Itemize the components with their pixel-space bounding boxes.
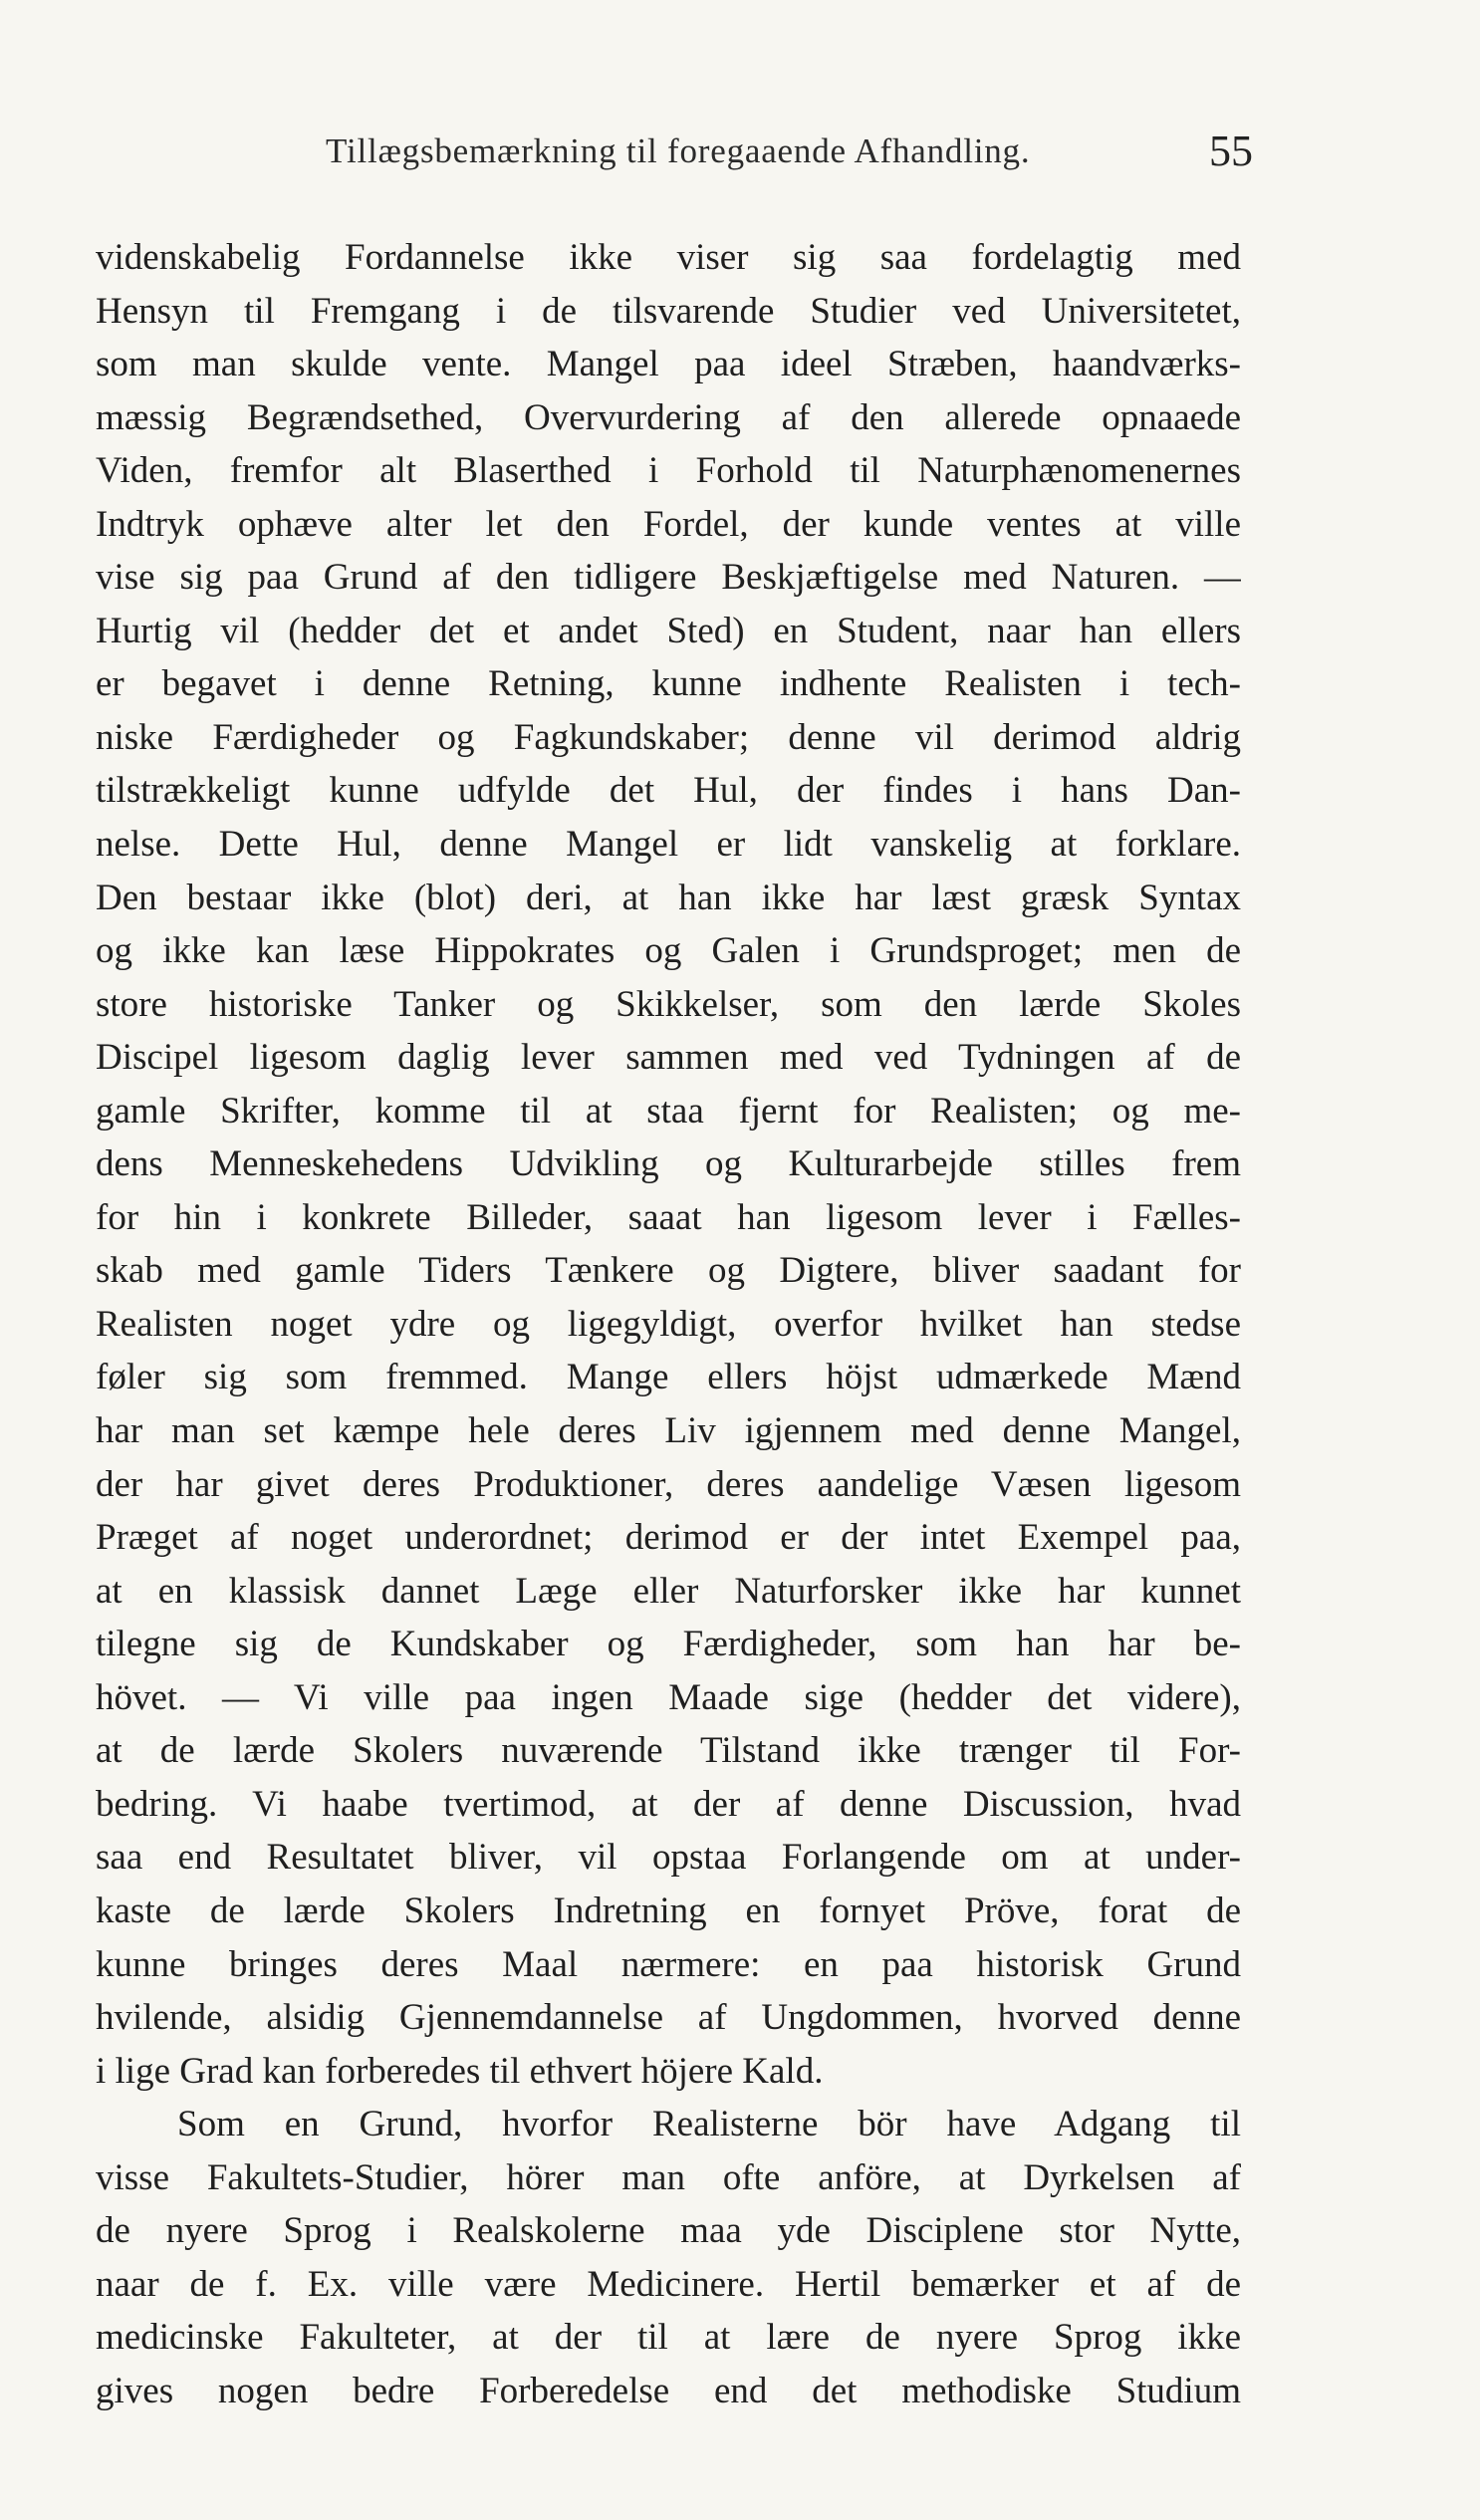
running-head bbox=[90, 126, 1253, 185]
running-title: Tillægsbemærkning til foregaaende Afhandling. bbox=[326, 131, 1031, 170]
text-line: tilegne sig de Kundskaber og Færdigheder, som han har be- bbox=[96, 1624, 1241, 1665]
text-line: Viden, fremfor alt Blaserthed i Forhold til Naturphænomenernes bbox=[96, 450, 1241, 492]
text-line: gamle Skrifter, komme til at staa fjernt for Realisten; og me- bbox=[96, 1090, 1241, 1132]
text-line: Den bestaar ikke (blot) deri, at han ikke har læst græsk Syntax bbox=[96, 877, 1241, 918]
text-line: videnskabelig Fordannelse ikke viser sig saa fordelagtig med bbox=[96, 237, 1241, 278]
text-line: store historiske Tanker og Skikkelser, som den lærde Skoles bbox=[96, 983, 1241, 1025]
text-line: gives nogen bedre Forberedelse end det methodiske Studium bbox=[96, 2370, 1241, 2411]
paragraph-end-line: i lige Grad kan forberedes til ethvert höjere Kald. bbox=[96, 2050, 824, 2092]
text-line: nelse. Dette Hul, denne Mangel er lidt vanskelig at forklare. bbox=[96, 824, 1241, 866]
text-line: der har givet deres Produktioner, deres aandelige Væsen ligesom bbox=[96, 1463, 1241, 1505]
text-line: hövet. — Vi ville paa ingen Maade sige (hedder det videre), bbox=[96, 1676, 1241, 1718]
text-line: Realisten noget ydre og ligegyldigt, overfor hvilket han stedse bbox=[96, 1303, 1241, 1345]
text-line: hvilende, alsidig Gjennemdannelse af Ungdommen, hvorved denne bbox=[96, 1997, 1241, 2039]
text-line: at en klassisk dannet Læge eller Naturforsker ikke har kunnet bbox=[96, 1570, 1241, 1612]
text-line: for hin i konkrete Billeder, saaat han ligesom lever i Fælles- bbox=[96, 1196, 1241, 1238]
text-line: er begavet i denne Retning, kunne indhente Realisten i tech- bbox=[96, 663, 1241, 705]
text-line: at de lærde Skolers nuværende Tilstand ikke trænger til For- bbox=[96, 1730, 1241, 1772]
body-text bbox=[96, 231, 1241, 2417]
text-line: kaste de lærde Skolers Indretning en fornyet Pröve, forat de bbox=[96, 1890, 1241, 1931]
text-line: mæssig Begrændsethed, Overvurdering af den allerede opnaaede bbox=[96, 396, 1241, 438]
text-line: og ikke kan læse Hippokrates og Galen i Grundsproget; men de bbox=[96, 930, 1241, 972]
text-line: har man set kæmpe hele deres Liv igjennem med denne Mangel, bbox=[96, 1410, 1241, 1452]
text-line: kunne bringes deres Maal nærmere: en paa historisk Grund bbox=[96, 1943, 1241, 1985]
text-line: Hurtig vil (hedder det et andet Sted) en Student, naar han ellers bbox=[96, 610, 1241, 651]
text-line: de nyere Sprog i Realskolerne maa yde Disciplene stor Nytte, bbox=[96, 2210, 1241, 2252]
text-line: saa end Resultatet bliver, vil opstaa Forlangende om at under- bbox=[96, 1837, 1241, 1879]
text-line: visse Fakultets-Studier, hörer man ofte anföre, at Dyrkelsen af bbox=[96, 2156, 1241, 2198]
text-line: Præget af noget underordnet; derimod er der intet Exempel paa, bbox=[96, 1517, 1241, 1559]
text-line: naar de f. Ex. ville være Medicinere. Hertil bemærker et af de bbox=[96, 2263, 1241, 2305]
text-line: skab med gamle Tiders Tænkere og Digtere, bliver saadant for bbox=[96, 1250, 1241, 1292]
text-line: Indtryk ophæve alter let den Fordel, der kunde ventes at ville bbox=[96, 503, 1241, 545]
text-line: bedring. Vi haabe tvertimod, at der af denne Discussion, hvad bbox=[96, 1783, 1241, 1825]
text-line: dens Menneskehedens Udvikling og Kulturarbejde stilles frem bbox=[96, 1143, 1241, 1185]
paragraph-start-line: Som en Grund, hvorfor Realisterne bör have Adgang til bbox=[177, 2104, 1241, 2145]
text-line: medicinske Fakulteter, at der til at lære de nyere Sprog ikke bbox=[96, 2317, 1241, 2359]
page-number: 55 bbox=[1209, 126, 1253, 175]
text-line: føler sig som fremmed. Mange ellers höjst udmærkede Mænd bbox=[96, 1357, 1241, 1398]
text-line: vise sig paa Grund af den tidligere Beskjæftigelse med Naturen. — bbox=[96, 557, 1241, 599]
text-line: niske Færdigheder og Fagkundskaber; denne vil derimod aldrig bbox=[96, 716, 1241, 758]
text-line: Hensyn til Fremgang i de tilsvarende Studier ved Universitetet, bbox=[96, 290, 1241, 332]
text-line: Discipel ligesom daglig lever sammen med ved Tydningen af de bbox=[96, 1037, 1241, 1079]
text-line: som man skulde vente. Mangel paa ideel Stræben, haandværks- bbox=[96, 344, 1241, 385]
text-line: tilstrækkeligt kunne udfylde det Hul, der findes i hans Dan- bbox=[96, 770, 1241, 812]
